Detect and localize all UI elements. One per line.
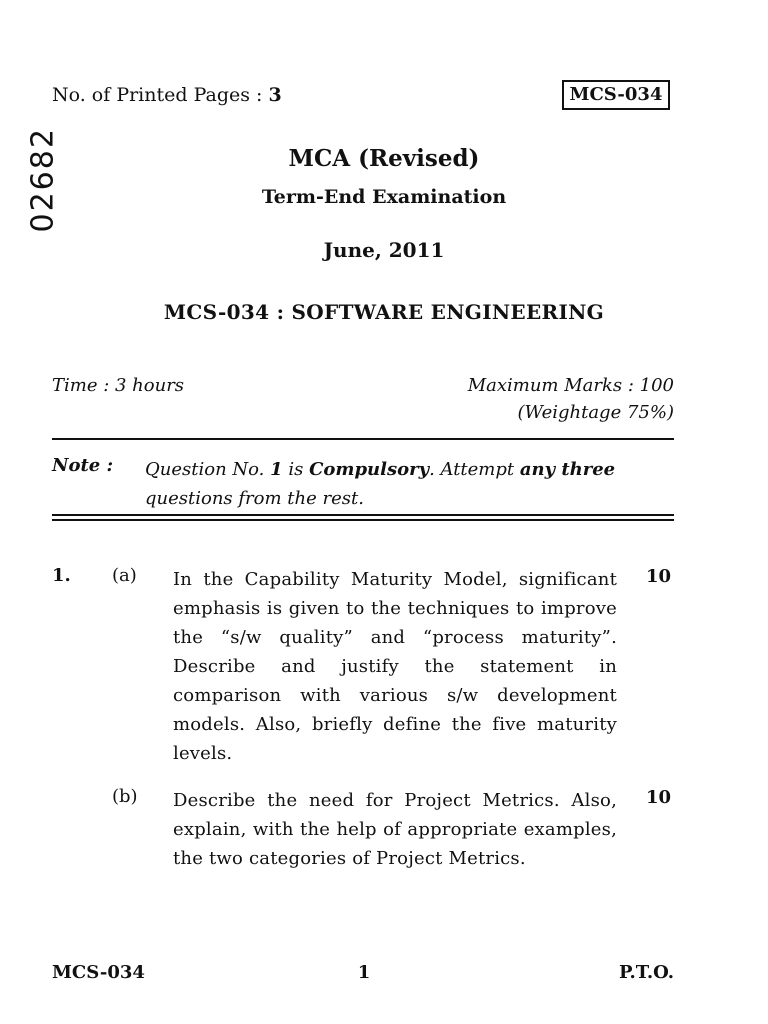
part-b-text: Describe the need for Project Metrics. Also, explain, with the help of appropriate examples, the two categories of Project Metrics. xyxy=(173,790,617,869)
printed-pages-value: 3 xyxy=(268,84,282,106)
exam-date: June, 2011 xyxy=(323,238,445,262)
weightage: (Weightage 75%) xyxy=(517,402,674,423)
program-title: MCA (Revised) xyxy=(288,145,480,172)
note-text xyxy=(145,455,675,513)
footer-page-number: 1 xyxy=(357,962,371,983)
note-any-three: any three xyxy=(519,459,616,480)
printed-pages-label: No. of Printed Pages : xyxy=(52,84,269,106)
note-text-part: Question No. xyxy=(145,459,271,480)
course-title: MCS-034 : SOFTWARE ENGINEERING xyxy=(163,300,605,324)
footer-pto: P.T.O. xyxy=(618,962,674,983)
divider-bottom xyxy=(52,514,674,516)
exam-title: Term-End Examination xyxy=(261,186,507,208)
note-label: Note : xyxy=(52,455,114,476)
part-b-marks: 10 xyxy=(646,787,672,808)
printed-pages xyxy=(52,84,282,106)
time-allowed: Time : 3 hours xyxy=(52,375,185,396)
divider-top xyxy=(52,438,674,440)
note-text-part: questions from the rest. xyxy=(145,488,364,509)
note-compulsory: Compulsory xyxy=(309,459,430,480)
course-code-box: MCS-034 xyxy=(562,80,670,110)
note-text-part: . Attempt xyxy=(429,459,520,480)
part-a-marks: 10 xyxy=(646,566,672,587)
part-a-label: (a) xyxy=(112,565,137,586)
serial-number: 02682 xyxy=(25,127,61,233)
question-number: 1. xyxy=(52,565,71,586)
part-b-label: (b) xyxy=(112,786,138,807)
part-a-text: In the Capability Maturity Model, significant emphasis is given to the techniques to improve the “s/w quality” and “process maturity”. Describe and justify the statement in comparison with various s/w development models. Also, briefly define the five maturity levels. xyxy=(173,569,617,764)
note-question-number: 1 xyxy=(270,459,283,480)
footer-course-code: MCS-034 xyxy=(52,962,145,983)
divider-bottom-double xyxy=(52,519,674,521)
note-text-part: is xyxy=(282,459,310,480)
maximum-marks: Maximum Marks : 100 xyxy=(467,375,674,396)
